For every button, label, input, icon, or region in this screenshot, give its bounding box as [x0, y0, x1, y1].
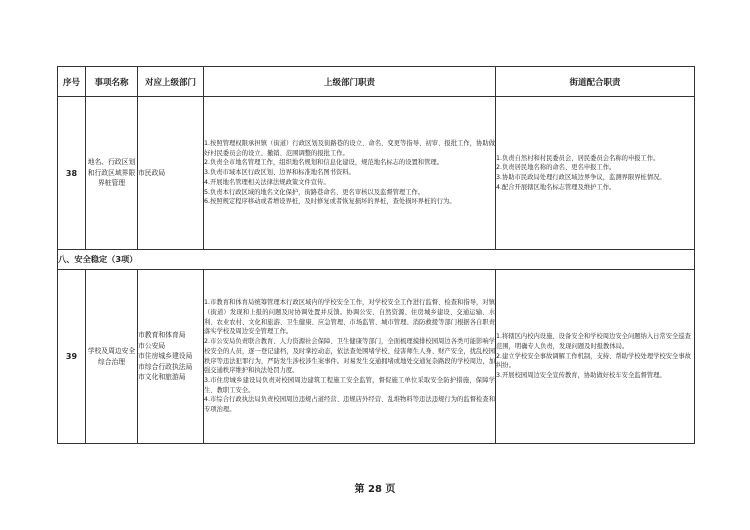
duty-item: 2.负责全市地名管理工作，组织地名规划和信息化建设，规范地名标志的设置和管理。 — [204, 159, 443, 167]
row-street-duties — [496, 270, 695, 444]
duty-item: 6.按照规定程序移动或者增设界桩，及时修复或者恢复损坏的界桩，查处损坏界桩的行为。 — [204, 198, 456, 206]
duty-item: 1.将辖区内校内设施、设备安全和学校周边安全问题纳入日常安全巡查范围，明确专人负责，发现问题及时报教体局。 — [496, 333, 691, 350]
duty-item: 2.负责居民地名称的命名、更名申报工作。 — [496, 164, 616, 172]
duty-item: 1.市教育和体育局统筹管理本行政区域内的学校安全工作，对学校安全工作进行监督、检查和指导，对镇（街道）发现和上报的问题及时协调处置并反馈。协调公安、自然资源、住房城乡建设、交通运输、水利、农业农村、文化和旅游、卫生健康、应急管理、市场监管、城市管理、消防救援等部门根据各自职责落实学校及周边安全管理工作。 — [204, 299, 495, 336]
duty-item: 5.负责本行政区域的地名文化保护，街路巷命名、更名审核以及监督管理工作。 — [204, 188, 425, 196]
duty-table — [57, 66, 695, 444]
row-no: 39 — [58, 270, 86, 444]
duty-item: 2.建立学校安全事故调解工作机制，支持、帮助学校处理学校安全事故纠纷。 — [496, 352, 691, 370]
duty-item: 3.开展校园周边安全宣传教育，协助做好校车安全监督管理。 — [496, 372, 666, 380]
row-dept: 市教育和体育局 市公安局 市住房城乡建设局 市综合行政执法局 市文化和旅游局 — [138, 270, 204, 444]
row-upper-duties — [204, 270, 496, 444]
duty-item: 2.市公安局负责联合教育、人力资源社会保障、卫生健康等部门，全面梳理摸排校园周边各类可能影响学校安全的人员，逐一登记建档，及时掌控动态，依法查处围堵学校、侵害师生人身、财产安全，扰乱校园秩序等违法犯罪行为，严防发生涉校涉生案事件。对易发生交通拥堵或地处交通复杂路段的学校周边，加强交通秩序维护和执法处罚力度。 — [204, 338, 495, 375]
table-row — [58, 97, 695, 250]
duty-item: 3.市住房城乡建设局负责对校园周边建筑工程施工安全监管，督促施工单位采取安全防护措施，保障学生、教职工安全。 — [204, 376, 495, 394]
section-title: 八、安全稳定（3项） — [58, 250, 695, 270]
duty-item: 1.负责自然村和村民委员会、居民委员会名称的申报工作。 — [496, 154, 660, 162]
header-dept: 对应上级部门 — [138, 67, 204, 97]
duty-item: 3.负责市域本区行政区划、边界和标准地名图书资料。 — [204, 169, 355, 177]
table-row — [58, 270, 695, 444]
duty-item: 4.开展地名管理相关法律法规政策文件宣传。 — [204, 178, 330, 186]
row-item-name: 地名、行政区划和行政区域界限界桩管理 — [86, 97, 138, 250]
page-number: 第 28 页 — [354, 484, 396, 495]
header-name: 事项名称 — [86, 67, 138, 97]
row-no: 38 — [58, 97, 86, 250]
header-upper-duty: 上级部门职责 — [204, 67, 496, 97]
header-no: 序号 — [58, 67, 86, 97]
row-street-duties — [496, 97, 695, 250]
table-header-row — [58, 67, 695, 97]
section-row — [58, 250, 695, 270]
row-item-name: 学校及周边安全综合治理 — [86, 270, 138, 444]
duty-item: 4.配合开展辖区地名标志管理及维护工作。 — [496, 183, 616, 191]
duty-item: 1.按照管理权限承担镇（街道）行政区划及街路巷的设立、命名、变更等指导、初审、报批工作，协助做好村民委员会的设立、撤销、范围调整的报批工作。 — [204, 140, 495, 157]
duty-item: 4.市综合行政执法局负责校园周边违规占道经营、违规店外经营、乱堆物料等违法违规行为的监督检查和专项治理。 — [204, 396, 495, 414]
header-street-duty: 街道配合职责 — [496, 67, 695, 97]
row-dept: 市民政局 — [138, 97, 204, 250]
duty-item: 3.协助市民政局处理行政区域边界争议，监测界限界桩情况。 — [496, 174, 666, 181]
row-upper-duties — [204, 97, 496, 250]
